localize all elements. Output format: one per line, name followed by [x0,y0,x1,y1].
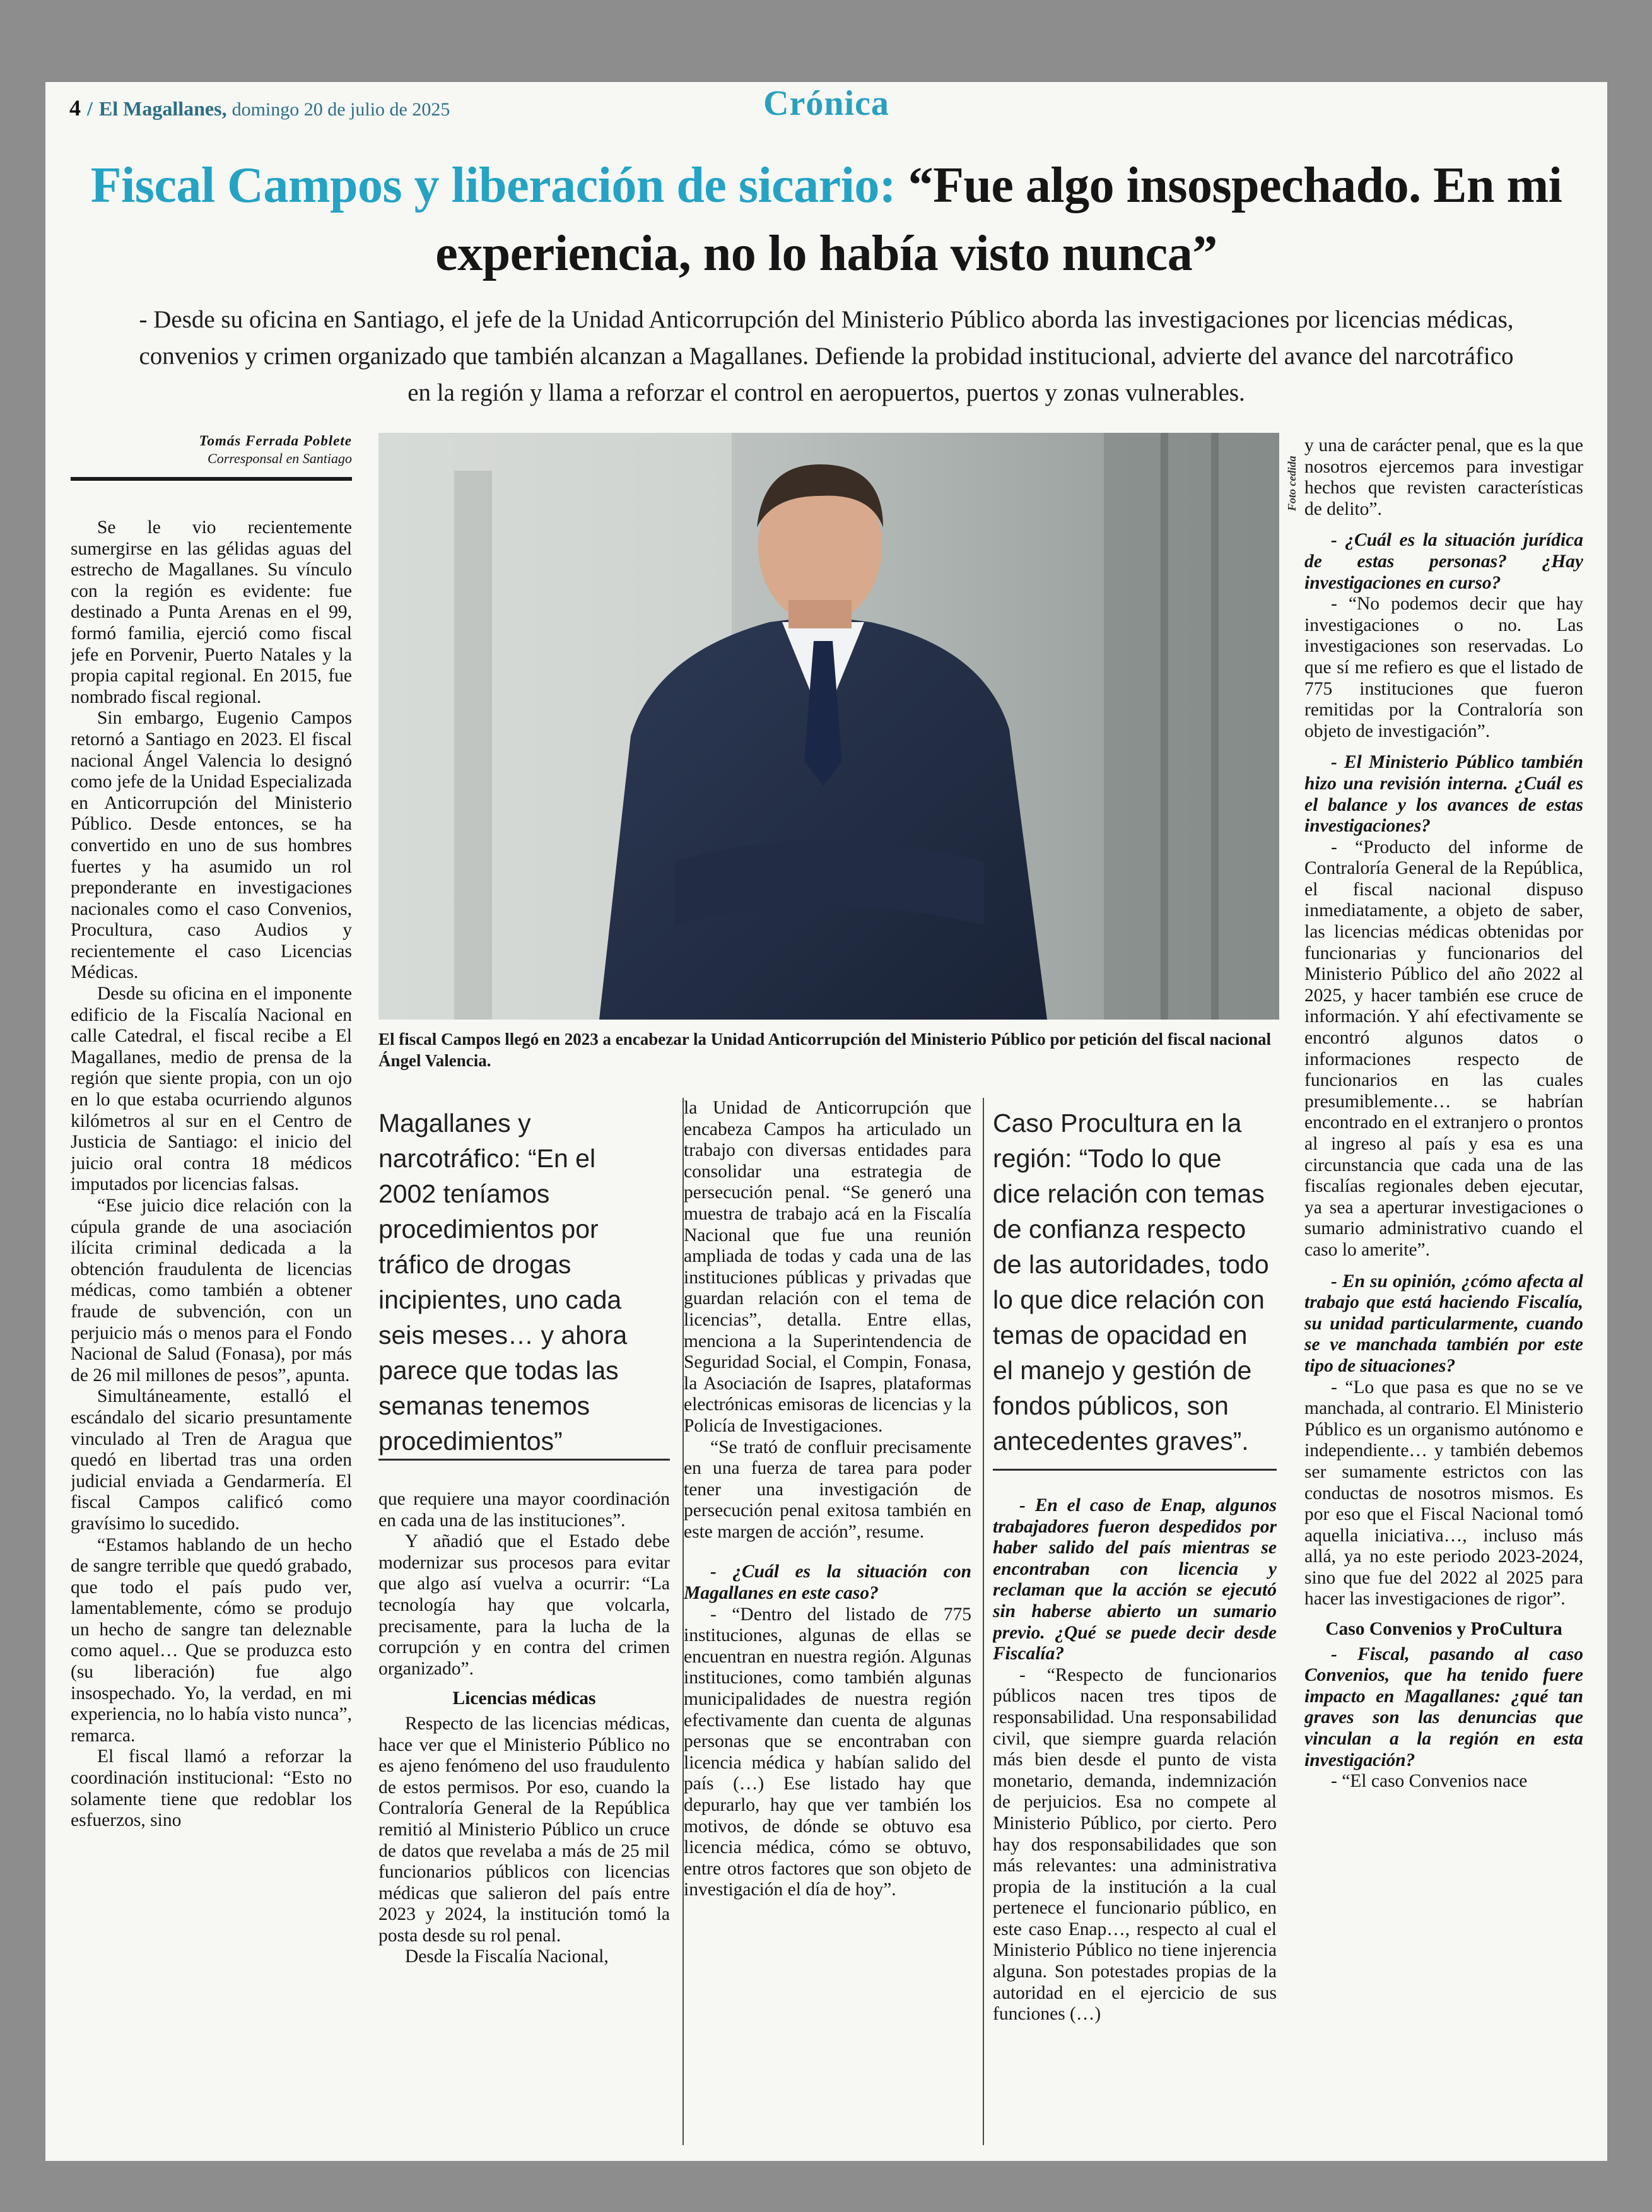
paragraph: “Ese juicio dice relación con la cúpula grande de una asociación ilícita criminal dedicada a la obtención fraudulenta de licencias médicas, como también a obtener fraude de subvención, con un perjuicio más o menos para el Fondo Nacional de Salud (Fonasa), por más de 26 mil millones de pesos”, apunta. [71,1196,352,1385]
byline [71,433,352,467]
column-5 [1304,435,1583,2145]
paragraph: El fiscal llamó a reforzar la coordinación institucional: “Esto no solamente tiene que redoblar los esfuerzos, sino [71,1746,352,1831]
pull-quote-rule [993,1469,1277,1471]
paragraph: Sin embargo, Eugenio Campos retornó a Santiago en 2023. El fiscal nacional Ángel Valencia lo designó como jefe de la Unidad Especializada en Anticorrupción del Ministerio Público. Desde entonces, se ha convertido en uno de sus hombres fuertes y ha asumido un rol preponderante en investigaciones nacionales como el caso Convenios, Procultura, caso Audios y recientemente el caso Licencias Médicas. [71,708,352,983]
photo-fiscal-campos [378,433,1279,1020]
column-divider [983,1098,984,2145]
column-4 [993,1495,1277,2145]
interview-question: - ¿Cuál es la situación con Magallanes en este caso? [684,1562,971,1604]
byline-role: Corresponsal en Santiago [208,450,352,466]
byline-author: Tomás Ferrada Poblete [199,433,352,449]
paragraph: la Unidad de Anticorrupción que encabeza Campos ha articulado un trabajo con diversas entidades para consolidar una estrategia de persecución penal. “Se generó una muestra de trabajo acá en la Fiscalía Nacional que fue una reunión ampliada de todas y cada una de las instituciones públicas y privadas que guardan relación con el tema de licencias”, detalla. Entre ellas, menciona a la Superintendencia de Seguridad Social, el Compin, Fonasa, la Asociación de Isapres, plataformas electrónicas emisoras de licencias y la Policía de Investigaciones. [684,1098,971,1436]
paragraph: Simultáneamente, estalló el escándalo del sicario presuntamente vinculado al Tren de Aragua que quedó en libertad tras una orden judicial enviada a Gendarmería. El fiscal Campos calificó como gravísimo lo sucedido. [71,1386,352,1534]
newspaper-page [45,82,1607,2161]
interview-answer: - “Respecto de funcionarios públicos nacen tres tipos de responsabilidad. Una responsabilidad civil, que siempre guarda relación más bien desde el punto de vista monetario, demanda, indemnización de perjuicios. Esa no compete al Ministerio Público, por cierto. Pero hay dos responsabilidades que son más relevantes: una administrativa propia de la institución a la cual pertenece el funcionario público, en este caso Enap…, respecto al cual el Ministerio Público no tiene injerencia alguna. Son potestades propias de la autoridad en el ejercicio de sus funciones (…) [993,1664,1277,2025]
paragraph: Desde la Fiscalía Nacional, [405,1946,609,1967]
paragraph: Se le vio recientemente sumergirse en las gélidas aguas del estrecho de Magallanes. Su vínculo con la región es evidente: fue destinado a Punta Arenas en el 99, formó familia, ejerció como fiscal jefe en Porvenir, Puerto Natales y la propia capital regional. En 2015, fue nombrado fiscal regional. [71,517,352,707]
paragraph: Desde su oficina en el imponente edificio de la Fiscalía Nacional en calle Catedral, el fiscal recibe a El Magallanes, medio de prensa de la región que siente propia, con un ojo en lo que estaba ocurriendo algunos kilómetros al sur en el Centro de Justicia de Santiago: el inicio del juicio oral contra 18 médicos imputados por licencias falsas. [71,984,352,1195]
newspaper-name: El Magallanes, [98,97,227,120]
header-separator: / [87,97,93,120]
subhead-licencias: Licencias médicas [452,1688,596,1709]
interview-answer: - “Dentro del listado de 775 instituciones, algunas de ellas se encuentran en nuestra región. Algunas instituciones, como también algunas municipalidades de nuestra región efectivamente dan cuenta de algunas personas que se encontraban con licencia médica y habían salido del país (…) Ese listado hay que depurarlo, hay que ver también los motivos, de dónde se obtuvo esa licencia médica, cómo se obtuvo, entre otros factores que son objeto de investigación el día de hoy”. [684,1604,971,1900]
column-1 [71,517,352,2145]
portrait-photo [378,433,1279,1020]
section-title: Crónica [763,84,889,123]
headline-quote: “Fue algo insospechado. En mi experiencia, no lo había visto nunca” [435,158,1562,281]
subhead-convenios: Caso Convenios y ProCultura [1325,1619,1562,1640]
headline [83,151,1569,288]
interview-answer: - “No podemos decir que hay investigaciones o no. Las investigaciones son reservadas. Lo que sí me refiero es que el listado de 775 instituciones que fueron remitidas por la Contraloría son objeto de investigación”. [1304,594,1583,741]
interview-answer: - “El caso Convenios nace [1331,1771,1528,1792]
paragraph: “Se trató de confluir precisamente en una fuerza de tarea para poder tener una investigación de persecución penal exitosa también en este margen de acción”, resume. [684,1437,971,1542]
paragraph: Y añadió que el Estado debe modernizar sus procesos para evitar que algo así vuelva a ocurrir: “La tecnología hay que volcarla, precisamente, para la lucha de la corrupción y en contra del crimen organizado”. [378,1531,670,1679]
interview-answer: - “Producto del informe de Contraloría General de la República, el fiscal nacional dispuso inmediatamente, a objeto de saber, las licencias médicas obtenidas por funcionarias y funcionarios del Ministerio Público del año 2022 al 2025, y hacer también ese cruce de información. Y ahí efectivamente se encontró algunos datos o informaciones respecto de funcionarios en las cuales presumiblemente… se habrían encontrado en el extranjero o prontos al ingreso al país y esa es una circunstancia que cada una de las fiscalías regionales deben ejecutar, ya sea a aperturar investigaciones o sumario administrativo cuando el caso lo amerite”. [1304,837,1583,1260]
paragraph: y una de carácter penal, que es la que nosotros ejercemos para investigar hechos que revisten características de delito”. [1304,435,1583,519]
interview-answer: - “Lo que pasa es que no se ve manchada, al contrario. El Ministerio Público es un organismo autónomo e independiente… y también debemos ser sumamente estrictos con las conductas de nosotros mismos. Es por eso que el Fiscal Nacional tomó aquella iniciativa…, incluso más allá, ya no este periodo 2023-2024, sino que fue del 2022 al 2025 para hacer las investigaciones de rigor”. [1304,1377,1583,1609]
column-2 [378,1489,670,2145]
pull-quote-procultura: Caso Procultura en la región: “Todo lo que dice relación con temas de confianza respecto de las autoridades, todo lo que dice relación con temas de opacidad en el manejo y gestión de fondos públicos, son antecedentes graves”. [993,1109,1269,1456]
deck-summary: - Desde su oficina en Santiago, el jefe de la Unidad Anticorrupción del Ministerio Público aborda las investigaciones por licencias médicas, convenios y crimen organizado que también alcanzan a Magallanes. Defiende la probidad institucional, advierte del avance del narcotráfico en la región y llama a reforzar el control en aeropuertos, puertos y zonas vulnerables. [139,306,1514,406]
paragraph: Respecto de las licencias médicas, hace ver que el Ministerio Público no es ajeno fenómeno del uso fraudulento de estos permisos. Por eso, cuando la Contraloría General de la República remitió al Ministerio Público un cruce de datos que revelaba a más de 25 mil funcionarios públicos con licencias médicas que salieron del país entre 2023 y 2024, la institución tomó la posta desde su rol penal. [378,1713,670,1946]
paragraph: “Estamos hablando de un hecho de sangre terrible que quedó grabado, que todo el país pudo ver, lamentablemente, cómo se produjo un hecho de sangre tan deleznable como aquel… Que se produzca esto (su liberación) fue algo insospechado. Yo, la verdad, en mi experiencia, no lo había visto nunca”, remarca. [71,1534,352,1746]
headline-colored: Fiscal Campos y liberación de sicario: [90,158,896,213]
interview-question: - Fiscal, pasando al caso Convenios, que ha tenido fuere impacto en Magallanes: ¿qué tan graves son las denuncias que vinculan a la región en esta investigación? [1304,1644,1583,1770]
pull-quote-rule [378,1459,670,1461]
photo-credit: Foto cedida [1286,456,1298,511]
issue-date: domingo 20 de julio de 2025 [231,99,450,120]
page-number: 4 [69,95,81,121]
interview-question: - El Ministerio Público también hizo una revisión interna. ¿Cuál es el balance y los avances de estas investigaciones? [1304,752,1583,837]
interview-question: - En su opinión, ¿cómo afecta al trabajo que está haciendo Fiscalía, su unidad particularmente, cuando se ve manchada también por este tipo de situaciones? [1304,1271,1583,1376]
pull-quote-narcotrafico: Magallanes y narcotráfico: “En el 2002 teníamos procedimientos por tráfico de drogas incipientes, uno cada seis meses… y ahora parece que todas las semanas tenemos procedimientos” [378,1109,628,1456]
paragraph: que requiere una mayor coordinación en cada una de las instituciones”. [378,1489,670,1531]
column-3 [684,1098,971,2145]
interview-question: - ¿Cuál es la situación jurídica de estas personas? ¿Hay investigaciones en curso? [1304,530,1583,593]
byline-rule [71,477,352,481]
photo-caption: El fiscal Campos llegó en 2023 a encabezar la Unidad Anticorrupción del Ministerio Público por petición del fiscal nacional Ángel Valencia. [378,1030,1272,1070]
interview-question: - En el caso de Enap, algunos trabajadores fueron despedidos por haber salido del país mientras se encontraban con licencia y reclaman que la acción se ejecutó sin haberse abierto un sumario previo. ¿Qué se puede decir desde Fiscalía? [993,1495,1277,1664]
